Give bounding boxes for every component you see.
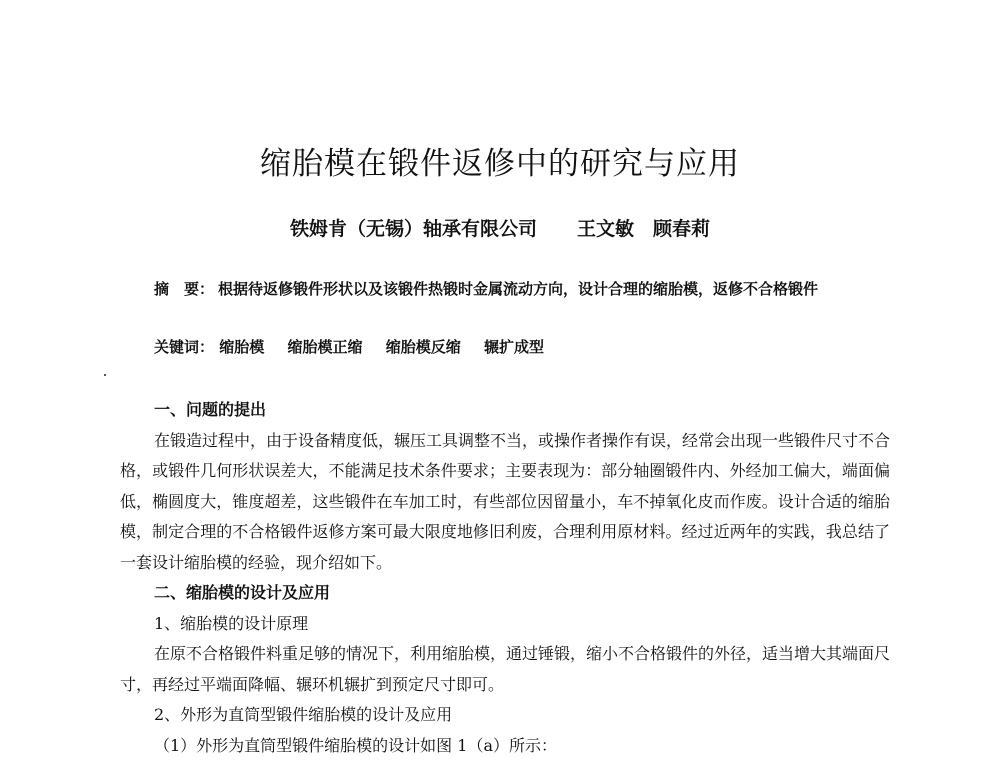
affiliation: 铁姆肯（无锡）轴承有限公司 [290,218,537,240]
abstract [120,274,880,304]
subsection-heading: 2、外形为直筒型锻件缩胎模的设计及应用 [154,700,890,731]
subsection-heading: 1、缩胎模的设计原理 [154,609,890,640]
section-heading: 二、缩胎模的设计及应用 [154,578,890,609]
keyword-item: 缩胎模 [219,338,264,356]
body-text [120,395,890,761]
paragraph: 在锻造过程中，由于设备精度低，辗压工具调整不当，或操作者操作有误，经常会出现一些锻件尺寸不合格，或锻件几何形状误差大，不能满足技术条件要求；主要表现为：部分轴圈锻件内、外经加工偏大，端面偏低，椭圆度大，锥度超差，这些锻件在车加工时，有些部位因留量小，车不掉氧化皮而作废。设计合适的缩胎模，制定合理的不合格锻件返修方案可最大限度地修旧利废，合理利用原材料。经过近两年的实践，我总结了一套设计缩胎模的经验，现介绍如下。 [120,426,890,579]
keywords-label: 关键词： [154,338,214,356]
subsection-heading: （1）外形为直筒型锻件缩胎模的设计如图 1（a）所示： [154,731,890,761]
abstract-label: 摘 要： [154,280,214,298]
scan-speck [104,374,106,376]
keyword-item: 辗扩成型 [484,338,544,356]
affiliation-line [0,214,1000,241]
keyword-item: 缩胎模正缩 [288,338,363,356]
abstract-text: 根据待返修锻件形状以及该锻件热锻时金属流动方向，设计合理的缩胎模，返修不合格锻件 [218,280,818,298]
section-heading: 一、问题的提出 [154,395,890,426]
authors: 王文敏 顾春莉 [577,218,710,240]
paper-title: 缩胎模在锻件返修中的研究与应用 [0,138,1000,183]
paragraph: 在原不合格锻件料重足够的情况下，利用缩胎模，通过锤锻，缩小不合格锻件的外径，适当增大其端面尺寸，再经过平端面降幅、辗环机辗扩到预定尺寸即可。 [120,639,890,700]
keyword-item: 缩胎模反缩 [386,338,461,356]
keywords [154,336,562,357]
